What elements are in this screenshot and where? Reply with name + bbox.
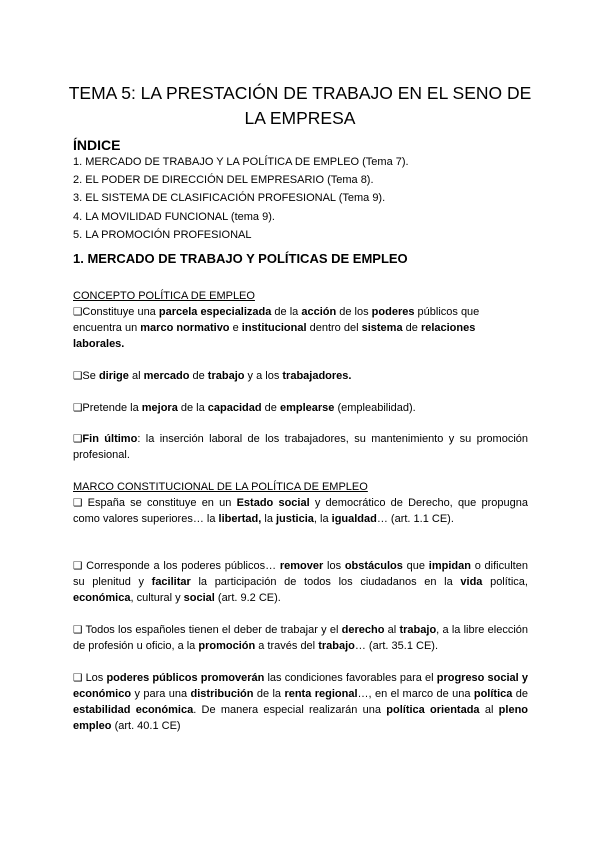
text-run: (empleabilidad).	[334, 402, 416, 414]
text-run: de la	[253, 688, 285, 700]
checkbox-bullet-icon: ❑	[73, 560, 83, 572]
bold-text-run: parcela especializada	[158, 306, 272, 318]
text-run: de la	[271, 306, 302, 318]
text-run: Todos los españoles tienen el deber de trabajar y el	[82, 624, 342, 636]
checkbox-bullet-icon: ❑	[73, 370, 83, 382]
bold-text-run: promoción	[198, 640, 256, 652]
checkbox-bullet-icon: ❑	[73, 402, 83, 414]
text-run: de	[402, 322, 421, 334]
bold-text-run: trabajadores.	[282, 370, 352, 382]
text-run: de los	[336, 306, 372, 318]
bold-text-run: remover	[279, 560, 324, 572]
index-item: 4. LA MOVILIDAD FUNCIONAL (tema 9).	[73, 210, 275, 223]
bold-text-run: mejora	[141, 402, 178, 414]
text-run: y a los	[244, 370, 283, 382]
bold-text-run: poderes públicos promoverán	[106, 672, 265, 684]
text-run: y democrático de Derecho, que propugna como valores superiores… la	[73, 497, 528, 525]
text-run: Los	[82, 672, 107, 684]
bold-text-run: capacidad	[207, 402, 262, 414]
bold-text-run: Fin último	[82, 433, 138, 445]
marco-heading: MARCO CONSTITUCIONAL DE LA POLÍTICA DE EMPLEO	[73, 481, 368, 493]
text-run: de la	[177, 402, 208, 414]
index-list	[73, 153, 543, 244]
text-run: de	[189, 370, 208, 382]
text-run: Se	[82, 370, 99, 382]
text-run: o dificulten su plenitud y	[73, 560, 528, 588]
bold-text-run: progreso social y económico	[73, 672, 528, 700]
text-run: , a la libre elección de profesión u oficio, a la	[73, 624, 528, 652]
bold-text-run: trabajo	[207, 370, 245, 382]
concepto-heading: CONCEPTO POLÍTICA DE EMPLEO	[73, 290, 255, 302]
bold-text-run: vida	[460, 576, 483, 588]
bold-text-run: mercado	[143, 370, 190, 382]
text-run: la participación de todos los ciudadanos en la	[190, 576, 461, 588]
text-run: al	[384, 624, 400, 636]
bold-text-run: Estado social	[236, 497, 310, 509]
bold-text-run: distribución	[190, 688, 254, 700]
checkbox-bullet-icon: ❑	[73, 306, 83, 318]
bold-text-run: igualdad	[331, 513, 377, 525]
text-run: España se constituye en un	[82, 497, 237, 509]
concepto-paragraph	[73, 304, 528, 352]
bold-text-run: política	[473, 688, 513, 700]
concepto-paragraph	[73, 368, 528, 384]
text-run: que	[402, 560, 429, 572]
text-run: e	[229, 322, 242, 334]
text-run: , la	[313, 513, 332, 525]
text-run: política,	[482, 576, 528, 588]
bold-text-run: dirige	[98, 370, 129, 382]
text-run: la	[261, 513, 276, 525]
bold-text-run: social	[183, 592, 215, 604]
bold-text-run: marco normativo	[140, 322, 230, 334]
concepto-paragraph	[73, 431, 528, 463]
bold-text-run: política orientada	[386, 704, 480, 716]
bold-text-run: relaciones laborales.	[73, 322, 476, 350]
document-title: TEMA 5: LA PRESTACIÓN DE TRABAJO EN EL SENO DE LA EMPRESA	[68, 82, 532, 128]
index-item: 1. MERCADO DE TRABAJO Y LA POLÍTICA DE EMPLEO (Tema 7).	[73, 156, 409, 168]
bold-text-run: impidan	[428, 560, 471, 572]
marco-paragraph	[73, 558, 528, 606]
marco-paragraph	[73, 495, 528, 527]
marco-paragraph	[73, 670, 528, 734]
bold-text-run: institucional	[241, 322, 307, 334]
text-run: los	[323, 560, 345, 572]
text-run: : la inserción laboral de los trabajadores, su mantenimiento y su promoción profesional.	[73, 433, 529, 461]
text-run: … (art. 35.1 CE).	[354, 640, 439, 652]
index-item: 3. EL SISTEMA DE CLASIFICACIÓN PROFESIONAL (Tema 9).	[73, 192, 386, 205]
text-run: Constituye una	[82, 306, 159, 318]
bold-text-run: acción	[301, 306, 337, 318]
bold-text-run: pleno empleo	[73, 704, 529, 732]
marco-paragraph	[73, 622, 528, 654]
bold-text-run: emplearse	[279, 402, 335, 414]
bold-text-run: sistema	[361, 322, 403, 334]
index-item: 5. LA PROMOCIÓN PROFESIONAL	[73, 228, 252, 241]
text-run: de	[512, 688, 528, 700]
text-run: dentro del	[306, 322, 362, 334]
text-run: … (art. 1.1 CE).	[376, 513, 454, 525]
text-run: …, en el marco de una	[357, 688, 474, 700]
checkbox-bullet-icon: ❑	[73, 433, 83, 445]
text-run: al	[128, 370, 144, 382]
text-run: públicos que encuentra un	[73, 306, 480, 334]
text-run: (art. 9.2 CE).	[214, 592, 281, 604]
text-run: Corresponde a los poderes públicos…	[82, 560, 280, 572]
index-item: 2. EL PODER DE DIRECCIÓN DEL EMPRESARIO (Tema 8).	[73, 174, 374, 187]
text-run: . De manera especial realizarán una	[193, 704, 387, 716]
text-run: , cultural y	[130, 592, 184, 604]
text-run: Pretende la	[82, 402, 142, 414]
bold-text-run: obstáculos	[344, 560, 403, 572]
text-run: las condiciones favorables para el	[264, 672, 437, 684]
bold-text-run: justicia	[276, 513, 314, 525]
bold-text-run: estabilidad económica	[73, 704, 194, 716]
text-run: a través del	[255, 640, 319, 652]
bold-text-run: trabajo	[318, 640, 355, 652]
bold-text-run: renta regional	[284, 688, 358, 700]
bold-text-run: facilitar	[151, 576, 191, 588]
section-heading: 1. MERCADO DE TRABAJO Y POLÍTICAS DE EMPLEO	[73, 251, 408, 266]
text-run: y para una	[131, 688, 191, 700]
concepto-paragraph	[73, 400, 528, 416]
text-run: de	[261, 402, 280, 414]
text-run: (art. 40.1 CE)	[111, 720, 181, 732]
bold-text-run: derecho	[341, 624, 385, 636]
text-run: al	[479, 704, 499, 716]
bold-text-run: libertad,	[218, 513, 262, 525]
bold-text-run: trabajo	[399, 624, 437, 636]
bold-text-run: poderes	[371, 306, 415, 318]
checkbox-bullet-icon: ❑	[73, 672, 83, 684]
bold-text-run: económica	[73, 592, 131, 604]
index-heading: ÍNDICE	[73, 137, 121, 153]
checkbox-bullet-icon: ❑	[73, 497, 83, 509]
checkbox-bullet-icon: ❑	[73, 624, 83, 636]
